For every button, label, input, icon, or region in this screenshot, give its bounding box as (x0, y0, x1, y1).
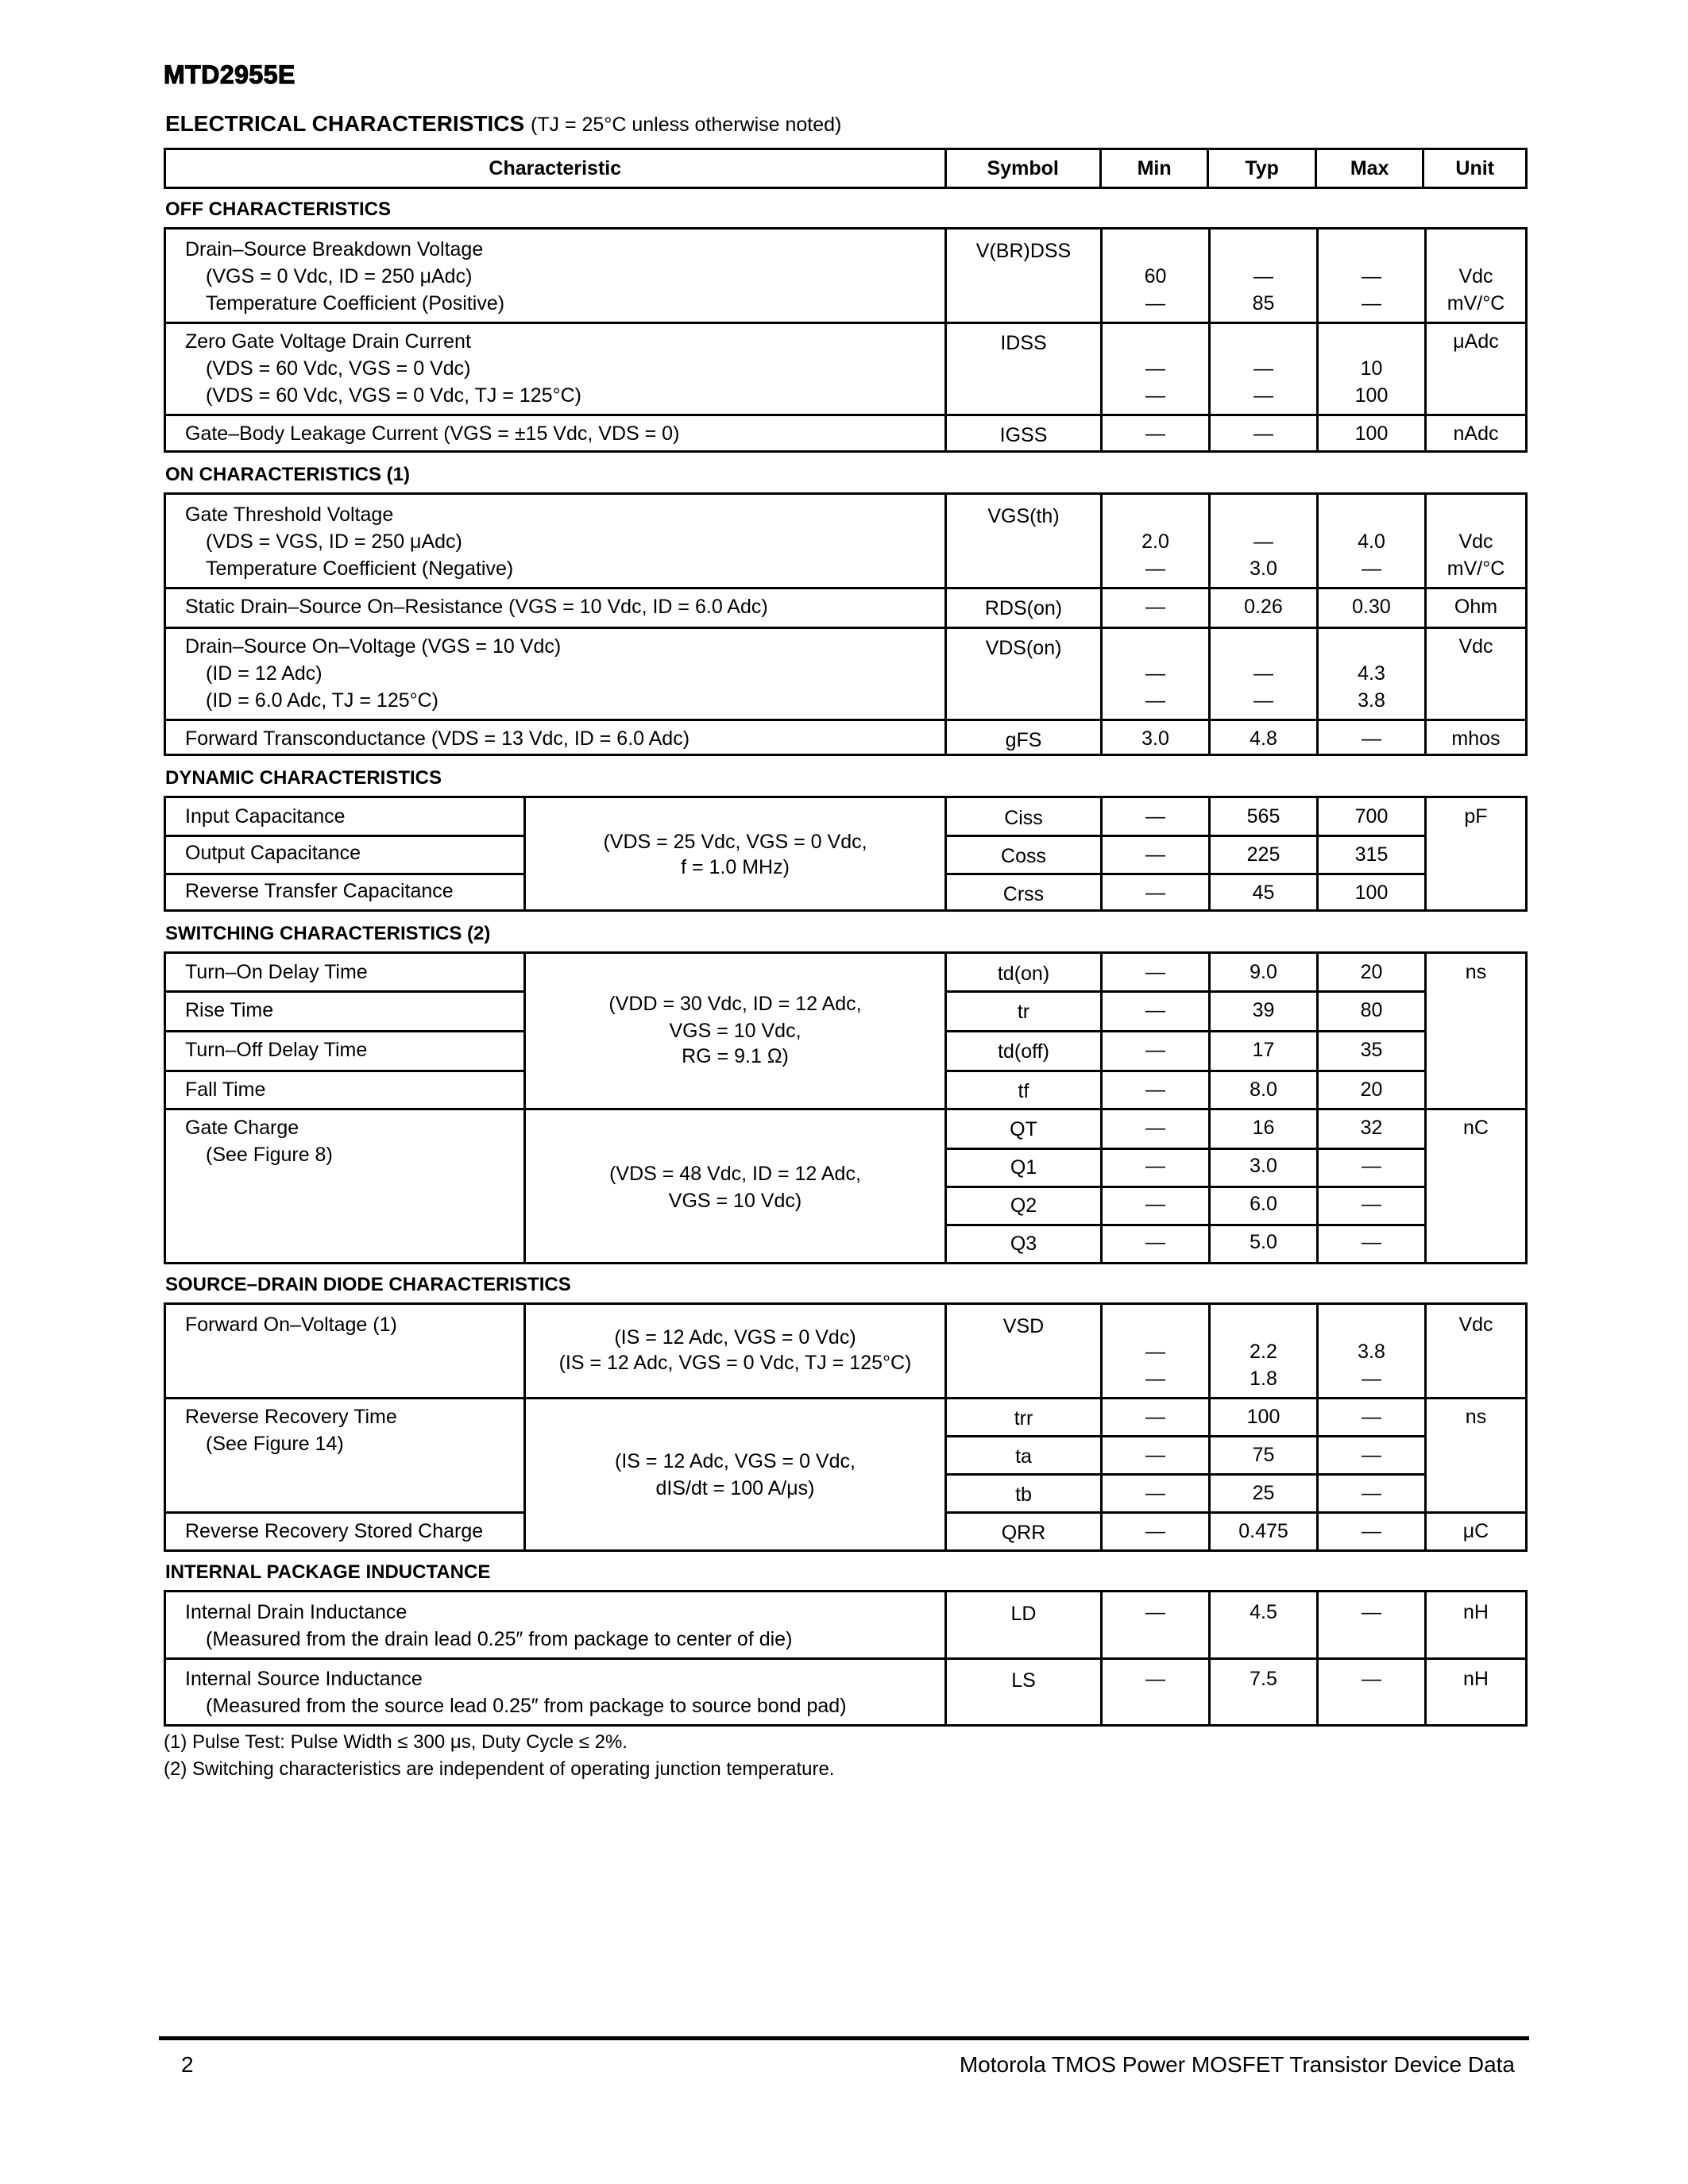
bvdss-typ-1: — (1253, 265, 1273, 287)
igss-unit: nAdc (1453, 423, 1499, 445)
qrr-unit: μC (1462, 1520, 1489, 1542)
vgsth-min-2: — (1145, 558, 1165, 580)
section-dynamic: DYNAMIC CHARACTERISTICS (165, 767, 442, 789)
tf-symbol: tf (1018, 1080, 1029, 1102)
coss-symbol: Coss (1001, 845, 1046, 867)
table-off (164, 227, 1528, 453)
rdson-min: — (1145, 596, 1165, 618)
qt-min: — (1145, 1117, 1165, 1139)
rdson-symbol: RDS(on) (984, 597, 1063, 619)
ld-min: — (1145, 1601, 1165, 1623)
tf-min: — (1145, 1078, 1165, 1101)
ls-note: (Measured from the source lead 0.25″ from package to source bond pad) (206, 1695, 847, 1717)
table-inductance (164, 1590, 1528, 1727)
col-unit: Unit (1422, 150, 1525, 187)
q3-min: — (1145, 1231, 1165, 1253)
table-diode (164, 1302, 1528, 1552)
ls-name: Internal Source Inductance (185, 1668, 423, 1690)
switching-unit: ns (1465, 961, 1487, 983)
vgsth-typ-2: 3.0 (1250, 558, 1277, 580)
gate-charge-note: (See Figure 8) (206, 1144, 333, 1166)
q1-min: — (1145, 1155, 1165, 1177)
tr-symbol: tr (1017, 1001, 1030, 1023)
gate-charge-unit: nC (1463, 1117, 1489, 1139)
ls-symbol: LS (1011, 1669, 1036, 1692)
vsd-typ-1: 2.2 (1250, 1341, 1277, 1363)
vdson-name: Drain–Source On–Voltage (VGS = 10 Vdc) (185, 635, 562, 658)
bvdss-unit-1: Vdc (1458, 265, 1493, 287)
footer-title: Motorola TMOS Power MOSFET Transistor Device Data (959, 2052, 1515, 2077)
vsd-unit: Vdc (1458, 1314, 1493, 1336)
crss-name: Reverse Transfer Capacitance (185, 880, 454, 902)
section-inductance: INTERNAL PACKAGE INDUCTANCE (165, 1561, 491, 1583)
trr-typ: 100 (1246, 1406, 1280, 1428)
ls-typ: 7.5 (1250, 1668, 1277, 1690)
trr-min: — (1145, 1406, 1165, 1428)
tdon-symbol: td(on) (997, 963, 1050, 985)
vdson-max-2: 3.8 (1358, 689, 1385, 712)
igss-min: — (1145, 423, 1165, 445)
ls-min: — (1145, 1668, 1165, 1690)
idss-typ-1: — (1253, 357, 1273, 380)
table-dynamic (164, 796, 1528, 912)
q1-symbol: Q1 (1010, 1156, 1037, 1179)
q1-max: — (1362, 1155, 1381, 1177)
tb-typ: 25 (1252, 1482, 1275, 1504)
vdson-symbol: VDS(on) (985, 637, 1062, 659)
ls-unit: nH (1463, 1668, 1489, 1690)
tf-typ: 8.0 (1250, 1078, 1277, 1101)
gate-charge-condition-2: VGS = 10 Vdc) (668, 1190, 802, 1212)
col-symbol: Symbol (944, 150, 1099, 187)
vsd-condition-1: (IS = 12 Adc, VGS = 0 Vdc) (614, 1326, 856, 1349)
gfs-max: — (1362, 727, 1381, 750)
bvdss-max-2: — (1362, 292, 1381, 314)
vgsth-max-1: 4.0 (1358, 531, 1385, 553)
trr-condition-1: (IS = 12 Adc, VGS = 0 Vdc, (615, 1450, 856, 1472)
ls-max: — (1362, 1668, 1381, 1690)
tdon-name: Turn–On Delay Time (185, 961, 368, 983)
ld-note: (Measured from the drain lead 0.25″ from package to center of die) (206, 1628, 793, 1650)
vgsth-max-2: — (1362, 558, 1381, 580)
table-on (164, 492, 1528, 756)
vgsth-min-1: 2.0 (1141, 531, 1169, 553)
tdoff-name: Turn–Off Delay Time (185, 1039, 368, 1061)
rdson-max: 0.30 (1352, 596, 1391, 618)
vgsth-typ-1: — (1253, 531, 1273, 553)
qt-max: 32 (1360, 1117, 1383, 1139)
page-number: 2 (181, 2052, 194, 2077)
q3-typ: 5.0 (1250, 1231, 1277, 1253)
ciss-min: — (1145, 805, 1165, 828)
vsd-condition-2: (IS = 12 Adc, VGS = 0 Vdc, TJ = 125°C) (558, 1352, 912, 1374)
vsd-max-2: — (1362, 1368, 1381, 1390)
q2-symbol: Q2 (1010, 1194, 1037, 1217)
ta-min: — (1145, 1444, 1165, 1466)
coss-max: 315 (1354, 843, 1389, 866)
trr-note: (See Figure 14) (206, 1433, 344, 1455)
idss-symbol: IDSS (1000, 332, 1047, 354)
qt-symbol: QT (1010, 1118, 1037, 1140)
bvdss-symbol: V(BR)DSS (975, 240, 1072, 262)
idss-condition-2: (VDS = 60 Vdc, VGS = 0 Vdc, TJ = 125°C) (206, 384, 581, 407)
col-max: Max (1315, 150, 1423, 187)
igss-name: Gate–Body Leakage Current (VGS = ±15 Vdc, VDS = 0) (185, 423, 680, 445)
col-min: Min (1099, 150, 1207, 187)
qrr-min: — (1145, 1520, 1165, 1542)
dynamic-condition-1: (VDS = 25 Vdc, VGS = 0 Vdc, (603, 831, 867, 853)
qrr-symbol: QRR (1001, 1522, 1046, 1544)
column-header-row (164, 148, 1528, 189)
gate-charge-condition-1: (VDS = 48 Vdc, ID = 12 Adc, (609, 1163, 861, 1185)
heading-condition: (TJ = 25°C unless otherwise noted) (530, 114, 842, 136)
idss-name: Zero Gate Voltage Drain Current (185, 330, 471, 353)
switching-condition-2: VGS = 10 Vdc, (669, 1020, 802, 1042)
ld-unit: nH (1463, 1601, 1489, 1623)
ld-symbol: LD (1010, 1603, 1037, 1625)
tdoff-typ: 17 (1252, 1039, 1275, 1061)
crss-min: — (1145, 882, 1165, 904)
tr-min: — (1145, 999, 1165, 1021)
gfs-typ: 4.8 (1250, 727, 1277, 750)
rdson-unit: Ohm (1454, 596, 1498, 618)
qrr-name: Reverse Recovery Stored Charge (185, 1520, 484, 1542)
qt-typ: 16 (1252, 1117, 1275, 1139)
trr-name: Reverse Recovery Time (185, 1406, 397, 1428)
vsd-symbol: VSD (1002, 1315, 1045, 1337)
igss-typ: — (1253, 423, 1273, 445)
vdson-condition-2: (ID = 6.0 Adc, TJ = 125°C) (206, 689, 439, 712)
tdoff-min: — (1145, 1039, 1165, 1061)
dynamic-unit: pF (1464, 805, 1488, 828)
bvdss-name: Drain–Source Breakdown Voltage (185, 238, 484, 260)
col-typ: Typ (1207, 150, 1315, 187)
gate-charge-name: Gate Charge (185, 1117, 299, 1139)
idss-min-2: — (1145, 384, 1165, 407)
trr-max: — (1362, 1406, 1381, 1428)
table-switching (164, 951, 1528, 1264)
q2-min: — (1145, 1193, 1165, 1215)
q3-symbol: Q3 (1010, 1233, 1037, 1255)
coss-name: Output Capacitance (185, 842, 361, 864)
rdson-typ: 0.26 (1244, 596, 1283, 618)
ta-typ: 75 (1252, 1444, 1275, 1466)
bvdss-typ-2: 85 (1252, 292, 1275, 314)
ciss-max: 700 (1354, 805, 1389, 828)
idss-typ-2: — (1253, 384, 1273, 407)
tf-max: 20 (1360, 1078, 1383, 1101)
section-off: OFF CHARACTERISTICS (165, 199, 391, 220)
gfs-symbol: gFS (1005, 729, 1042, 751)
trr-symbol: trr (1014, 1407, 1033, 1430)
bvdss-min-1: 60 (1144, 265, 1167, 287)
footnote-1: (1) Pulse Test: Pulse Width ≤ 300 μs, Duty Cycle ≤ 2%. (164, 1731, 628, 1753)
crss-symbol: Crss (1002, 883, 1045, 905)
trr-unit: ns (1465, 1406, 1487, 1428)
col-characteristic: Characteristic (489, 156, 622, 179)
gfs-unit: mhos (1451, 727, 1501, 750)
tf-name: Fall Time (185, 1078, 266, 1101)
switching-condition-3: RG = 9.1 Ω) (682, 1045, 789, 1067)
bvdss-tempco: Temperature Coefficient (Positive) (206, 292, 505, 314)
rdson-name: Static Drain–Source On–Resistance (VGS = 10 Vdc, ID = 6.0 Adc) (185, 596, 768, 618)
q2-typ: 6.0 (1250, 1193, 1277, 1215)
ld-max: — (1362, 1601, 1381, 1623)
vdson-min-2: — (1145, 689, 1165, 712)
tb-min: — (1145, 1482, 1165, 1504)
qrr-max: — (1362, 1520, 1381, 1542)
idss-max-2: 100 (1354, 384, 1389, 407)
vsd-name: Forward On–Voltage (1) (185, 1314, 397, 1336)
section-on: ON CHARACTERISTICS (1) (165, 464, 411, 485)
vgsth-name: Gate Threshold Voltage (185, 504, 394, 526)
igss-symbol: IGSS (999, 424, 1048, 446)
bvdss-min-2: — (1145, 292, 1165, 314)
dynamic-condition-2: f = 1.0 MHz) (681, 856, 790, 878)
igss-max: 100 (1354, 423, 1389, 445)
vsd-min-1: — (1145, 1341, 1165, 1363)
ta-max: — (1362, 1444, 1381, 1466)
coss-min: — (1145, 843, 1165, 866)
tdon-typ: 9.0 (1250, 961, 1277, 983)
heading-title: ELECTRICAL CHARACTERISTICS (165, 111, 525, 136)
ciss-name: Input Capacitance (185, 805, 346, 828)
q1-typ: 3.0 (1250, 1155, 1277, 1177)
switching-condition-1: (VDD = 30 Vdc, ID = 12 Adc, (608, 993, 862, 1015)
coss-typ: 225 (1246, 843, 1280, 866)
gfs-min: 3.0 (1141, 727, 1169, 750)
tr-typ: 39 (1252, 999, 1275, 1021)
q2-max: — (1362, 1193, 1381, 1215)
idss-unit: μAdc (1453, 330, 1499, 353)
ciss-symbol: Ciss (1004, 807, 1043, 829)
section-diode: SOURCE–DRAIN DIODE CHARACTERISTICS (165, 1274, 571, 1295)
vdson-unit: Vdc (1458, 635, 1493, 658)
idss-min-1: — (1145, 357, 1165, 380)
tb-symbol: tb (1015, 1484, 1032, 1506)
idss-max-1: 10 (1360, 357, 1383, 380)
gfs-name: Forward Transconductance (VDS = 13 Vdc, ID = 6.0 Adc) (185, 727, 690, 750)
tr-name: Rise Time (185, 999, 274, 1021)
bvdss-condition: (VGS = 0 Vdc, ID = 250 μAdc) (206, 265, 473, 287)
tb-max: — (1362, 1482, 1381, 1504)
ld-typ: 4.5 (1250, 1601, 1277, 1623)
vdson-typ-1: — (1253, 662, 1273, 685)
vsd-min-2: — (1145, 1368, 1165, 1390)
vdson-min-1: — (1145, 662, 1165, 685)
qrr-typ: 0.475 (1238, 1520, 1288, 1542)
tdon-min: — (1145, 961, 1165, 983)
bvdss-max-1: — (1362, 265, 1381, 287)
part-number: MTD2955E (164, 60, 295, 89)
footnote-2: (2) Switching characteristics are independent of operating junction temperature. (164, 1758, 835, 1780)
vgsth-condition: (VDS = VGS, ID = 250 μAdc) (206, 531, 462, 553)
vgsth-unit-2: mV/°C (1447, 558, 1505, 580)
footer-rule (159, 2036, 1529, 2040)
idss-condition-1: (VDS = 60 Vdc, VGS = 0 Vdc) (206, 357, 471, 380)
trr-condition-2: dIS/dt = 100 A/μs) (655, 1477, 815, 1499)
tdoff-max: 35 (1360, 1039, 1383, 1061)
vdson-condition-1: (ID = 12 Adc) (206, 662, 323, 685)
crss-max: 100 (1354, 882, 1389, 904)
vgsth-unit-1: Vdc (1458, 531, 1493, 553)
vdson-max-1: 4.3 (1358, 662, 1385, 685)
section-switching: SWITCHING CHARACTERISTICS (2) (165, 923, 491, 944)
ld-name: Internal Drain Inductance (185, 1601, 408, 1623)
vgsth-tempco: Temperature Coefficient (Negative) (206, 558, 514, 580)
page-heading (165, 111, 841, 137)
vgsth-symbol: VGS(th) (987, 505, 1060, 527)
q3-max: — (1362, 1231, 1381, 1253)
ta-symbol: ta (1015, 1445, 1032, 1468)
vdson-typ-2: — (1253, 689, 1273, 712)
ciss-typ: 565 (1246, 805, 1280, 828)
tr-max: 80 (1360, 999, 1383, 1021)
tdoff-symbol: td(off) (998, 1040, 1049, 1063)
vsd-typ-2: 1.8 (1250, 1368, 1277, 1390)
tdon-max: 20 (1360, 961, 1383, 983)
bvdss-unit-2: mV/°C (1447, 292, 1505, 314)
crss-typ: 45 (1252, 882, 1275, 904)
vsd-max-1: 3.8 (1358, 1341, 1385, 1363)
